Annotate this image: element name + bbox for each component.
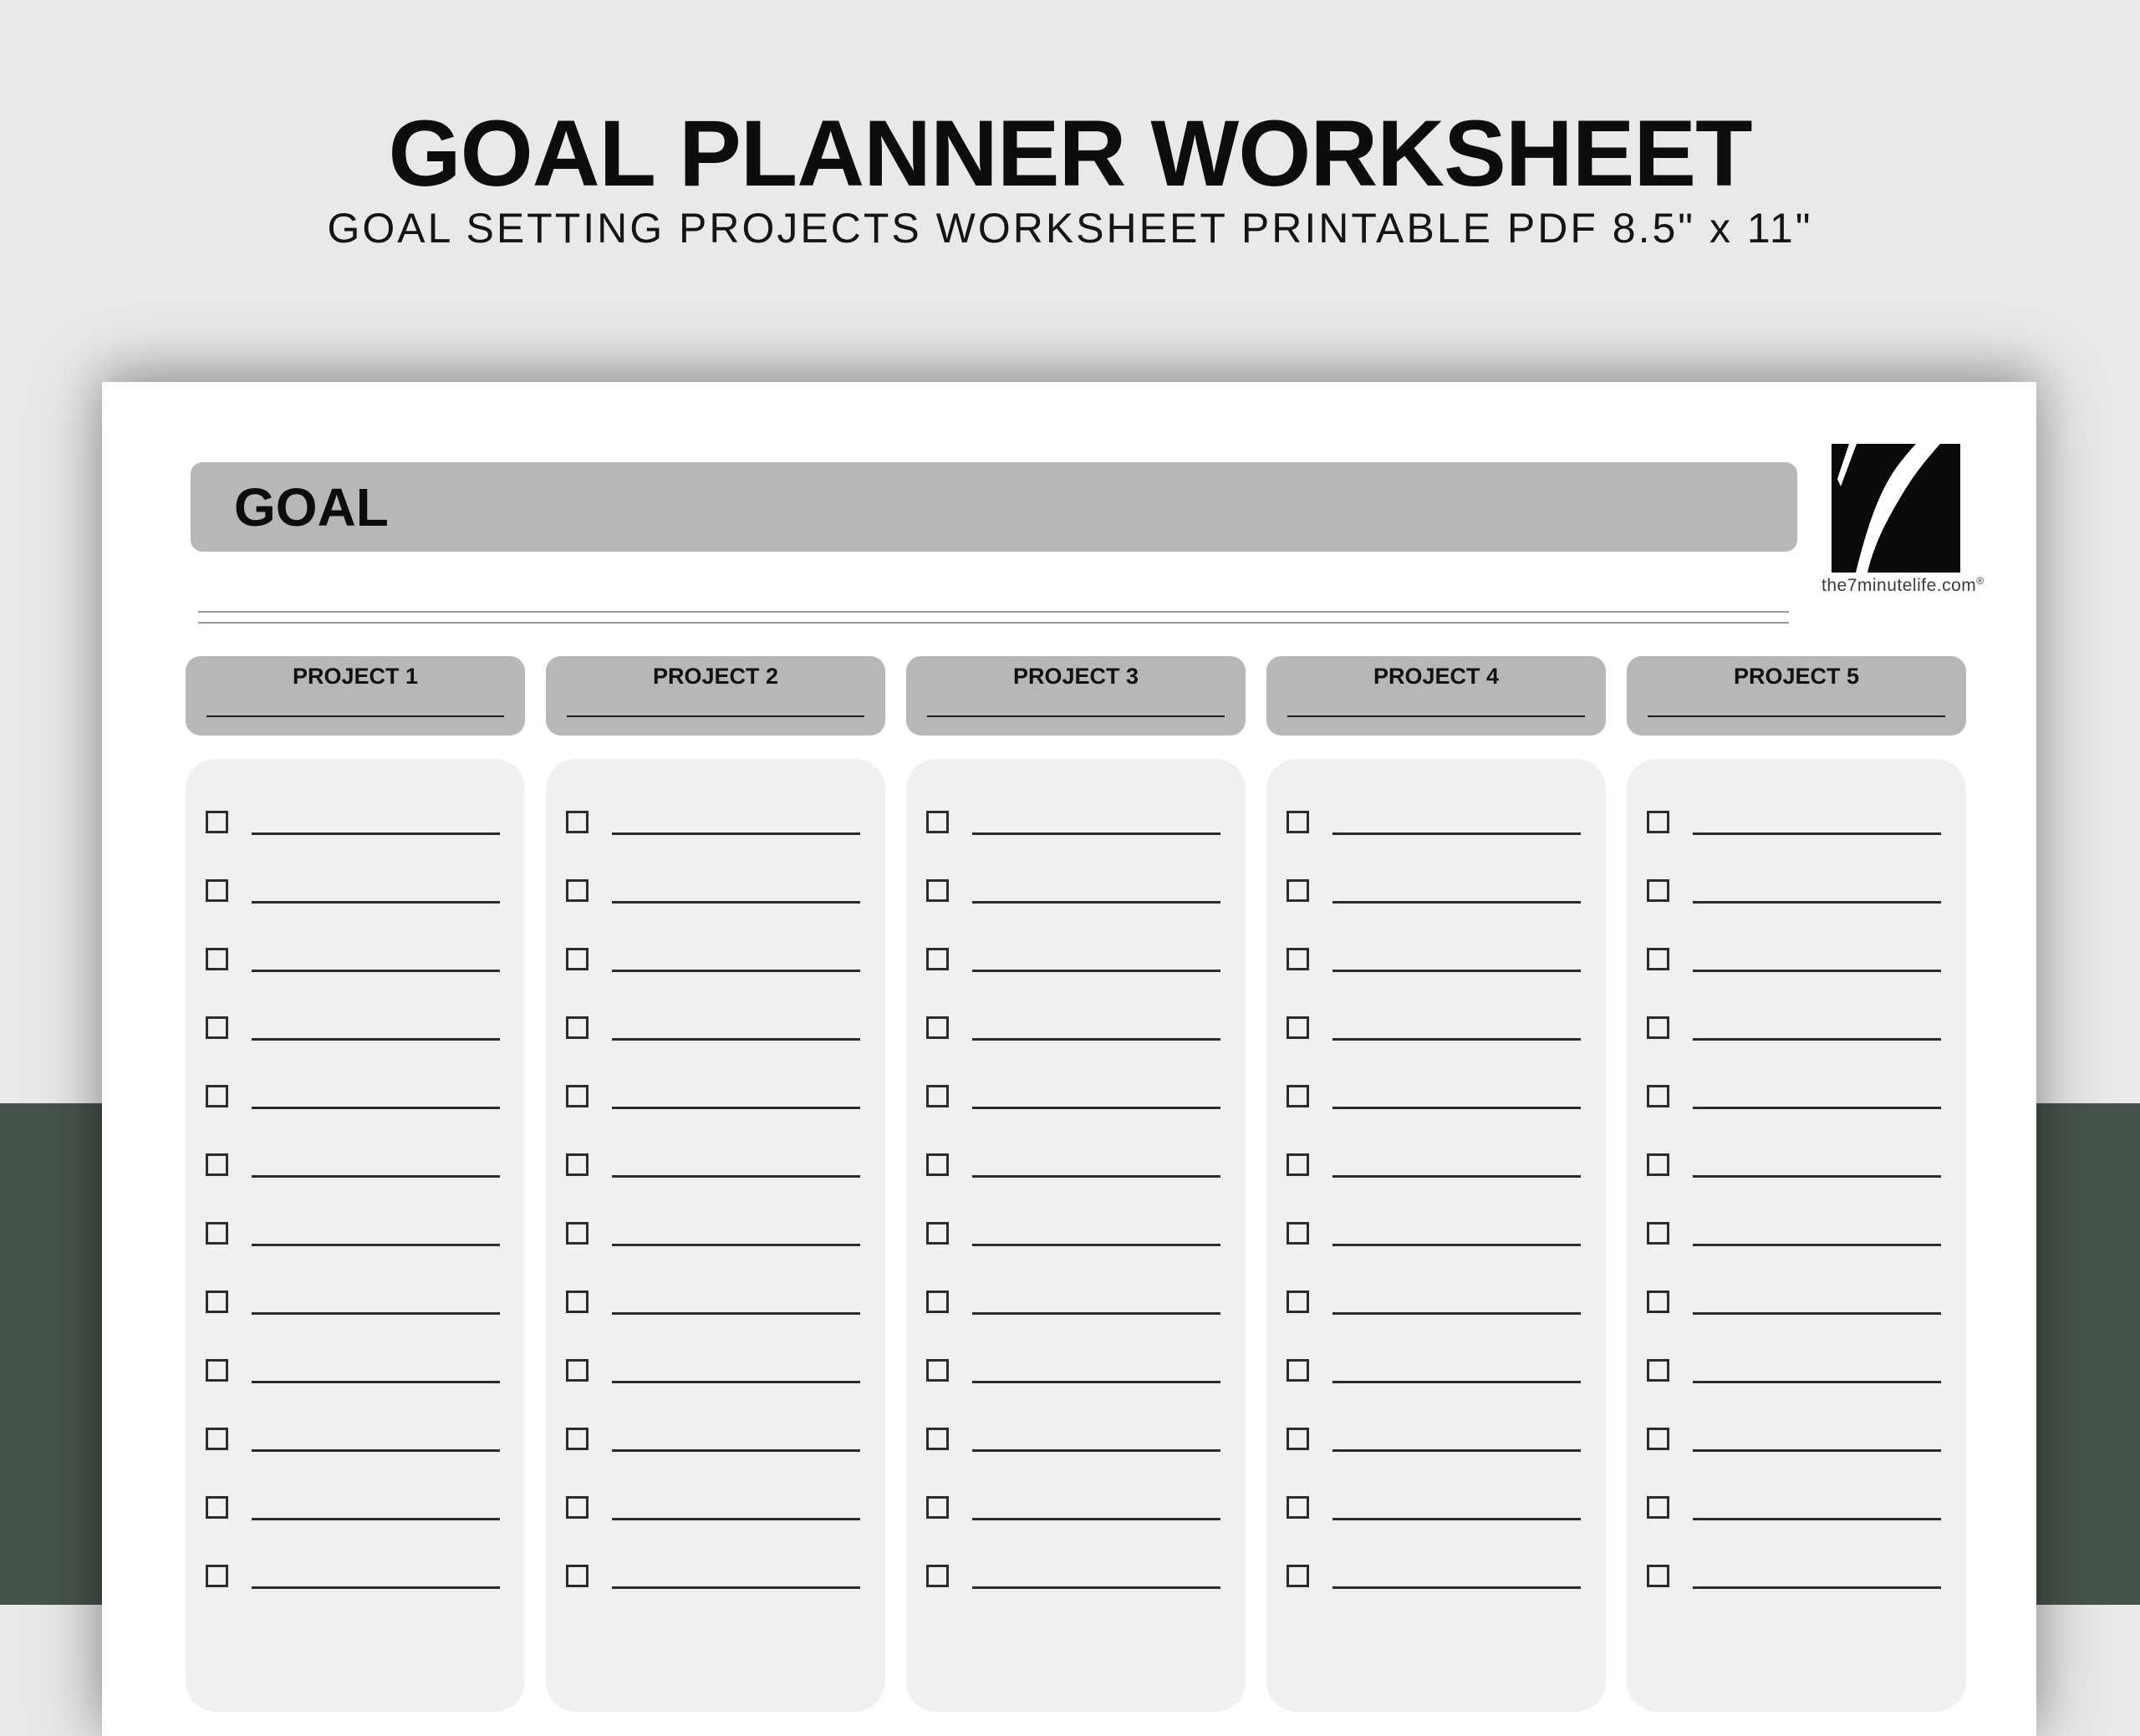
- task-checkbox[interactable]: [206, 948, 228, 970]
- task-write-line[interactable]: [612, 832, 860, 835]
- task-write-line[interactable]: [972, 1518, 1220, 1520]
- task-row: [186, 1496, 525, 1565]
- task-row: [546, 948, 885, 1016]
- task-checkbox[interactable]: [566, 1153, 588, 1176]
- task-checkbox[interactable]: [566, 811, 588, 833]
- task-write-line[interactable]: [972, 901, 1220, 904]
- task-row: [1266, 1428, 1606, 1496]
- task-row: [1627, 1085, 1966, 1153]
- task-row: [186, 811, 525, 879]
- task-row: [1266, 879, 1606, 948]
- task-checkbox[interactable]: [1287, 1153, 1309, 1176]
- task-write-line[interactable]: [972, 1312, 1220, 1315]
- task-row: [546, 1565, 885, 1633]
- task-write-line[interactable]: [972, 970, 1220, 972]
- task-row: [1266, 1359, 1606, 1428]
- task-row: [1627, 879, 1966, 948]
- task-checkbox[interactable]: [926, 1291, 949, 1313]
- task-panel-3: [906, 759, 1246, 1712]
- task-write-line[interactable]: [612, 901, 860, 904]
- task-row: [1266, 1291, 1606, 1359]
- task-write-line[interactable]: [1332, 1449, 1581, 1452]
- task-row: [546, 1359, 885, 1428]
- task-write-line[interactable]: [252, 1107, 500, 1109]
- task-checkbox[interactable]: [1287, 879, 1309, 902]
- task-row: [1627, 1291, 1966, 1359]
- task-write-line[interactable]: [1332, 1244, 1581, 1246]
- task-row: [906, 811, 1246, 879]
- task-row: [1627, 1428, 1966, 1496]
- task-row: [1266, 1085, 1606, 1153]
- task-write-line[interactable]: [252, 1586, 500, 1589]
- brand-url: the7minutelife.com®: [1822, 575, 1985, 595]
- task-checkbox[interactable]: [1647, 1359, 1669, 1382]
- task-row: [1266, 1496, 1606, 1565]
- task-checkbox[interactable]: [566, 1496, 588, 1519]
- task-row: [546, 811, 885, 879]
- task-checkbox[interactable]: [566, 1291, 588, 1313]
- task-row: [186, 879, 525, 948]
- project-column-3: [906, 656, 1246, 1712]
- task-checkbox[interactable]: [206, 1085, 228, 1107]
- task-write-line[interactable]: [612, 1107, 860, 1109]
- task-row: [546, 1222, 885, 1291]
- task-row: [186, 948, 525, 1016]
- task-write-line[interactable]: [252, 832, 500, 835]
- task-write-line[interactable]: [252, 1449, 500, 1452]
- task-row: [906, 1222, 1246, 1291]
- task-checkbox[interactable]: [1287, 1496, 1309, 1519]
- task-checkbox[interactable]: [566, 1016, 588, 1039]
- task-row: [906, 1291, 1246, 1359]
- task-row: [546, 1016, 885, 1085]
- task-row: [1266, 948, 1606, 1016]
- task-checkbox[interactable]: [206, 1496, 228, 1519]
- task-write-line[interactable]: [972, 1449, 1220, 1452]
- task-row: [1266, 1153, 1606, 1222]
- task-row: [906, 948, 1246, 1016]
- task-checkbox[interactable]: [1287, 1428, 1309, 1450]
- task-checkbox[interactable]: [206, 879, 228, 902]
- task-checkbox[interactable]: [1287, 1291, 1309, 1313]
- task-checkbox[interactable]: [926, 1085, 949, 1107]
- task-row: [906, 879, 1246, 948]
- task-write-line[interactable]: [1693, 1244, 1941, 1246]
- task-checkbox[interactable]: [1287, 1359, 1309, 1382]
- project-header-1: [186, 656, 525, 736]
- task-write-line[interactable]: [612, 1175, 860, 1178]
- registered-mark: ®: [1976, 575, 1985, 587]
- task-row: [1627, 1359, 1966, 1428]
- task-write-line[interactable]: [252, 1381, 500, 1383]
- task-write-line[interactable]: [1693, 901, 1941, 904]
- task-panel-2: [546, 759, 885, 1712]
- task-write-line[interactable]: [612, 970, 860, 972]
- task-row: [546, 879, 885, 948]
- task-row: [906, 1496, 1246, 1565]
- task-checkbox[interactable]: [1287, 948, 1309, 970]
- task-row: [906, 1153, 1246, 1222]
- task-write-line[interactable]: [1332, 1381, 1581, 1383]
- task-checkbox[interactable]: [926, 1359, 949, 1382]
- project-header-5: [1627, 656, 1966, 736]
- task-row: [1627, 811, 1966, 879]
- task-checkbox[interactable]: [926, 1428, 949, 1450]
- task-write-line[interactable]: [972, 1381, 1220, 1383]
- page-subtitle: GOAL SETTING PROJECTS WORKSHEET PRINTABLE PDF 8.5" x 11": [327, 205, 1813, 252]
- task-row: [186, 1565, 525, 1633]
- task-checkbox[interactable]: [1647, 1291, 1669, 1313]
- project-name-write-line[interactable]: [927, 715, 1225, 717]
- task-checkbox[interactable]: [566, 948, 588, 970]
- goal-divider-rule-top: [198, 611, 1789, 613]
- task-row: [186, 1291, 525, 1359]
- task-row: [1266, 1222, 1606, 1291]
- project-header-2: [546, 656, 885, 736]
- task-row: [1627, 1496, 1966, 1565]
- task-write-line[interactable]: [612, 1038, 860, 1041]
- task-write-line[interactable]: [1693, 970, 1941, 972]
- project-column-2: [546, 656, 885, 1712]
- task-write-line[interactable]: [612, 1244, 860, 1246]
- task-checkbox[interactable]: [926, 948, 949, 970]
- task-checkbox[interactable]: [1647, 1153, 1669, 1176]
- task-row: [1627, 1565, 1966, 1633]
- task-write-line[interactable]: [1332, 1038, 1581, 1041]
- task-checkbox[interactable]: [1647, 1428, 1669, 1450]
- task-write-line[interactable]: [1693, 1586, 1941, 1589]
- task-checkbox[interactable]: [206, 1291, 228, 1313]
- task-checkbox[interactable]: [566, 1222, 588, 1245]
- task-panel-5: [1627, 759, 1966, 1712]
- task-write-line[interactable]: [1332, 1518, 1581, 1520]
- task-row: [1266, 811, 1606, 879]
- task-write-line[interactable]: [612, 1586, 860, 1589]
- task-checkbox[interactable]: [1287, 1085, 1309, 1107]
- project-column-5: [1627, 656, 1966, 1712]
- task-row: [546, 1496, 885, 1565]
- task-write-line[interactable]: [1693, 1038, 1941, 1041]
- task-row: [1627, 1153, 1966, 1222]
- task-checkbox[interactable]: [1647, 879, 1669, 902]
- worksheet-card: [102, 382, 2036, 1736]
- task-checkbox[interactable]: [566, 1085, 588, 1107]
- task-write-line[interactable]: [972, 1244, 1220, 1246]
- task-row: [186, 1428, 525, 1496]
- task-checkbox[interactable]: [1647, 811, 1669, 833]
- seven-swoosh-logo-icon: [1832, 444, 1960, 573]
- task-checkbox[interactable]: [1647, 1085, 1669, 1107]
- task-row: [546, 1153, 885, 1222]
- task-write-line[interactable]: [972, 1175, 1220, 1178]
- task-write-line[interactable]: [1693, 1175, 1941, 1178]
- task-write-line[interactable]: [612, 1449, 860, 1452]
- project-column-4: [1266, 656, 1606, 1712]
- task-row: [1266, 1016, 1606, 1085]
- task-checkbox[interactable]: [206, 1428, 228, 1450]
- task-checkbox[interactable]: [206, 811, 228, 833]
- task-write-line[interactable]: [1693, 1107, 1941, 1109]
- task-checkbox[interactable]: [1647, 1496, 1669, 1519]
- task-row: [546, 1085, 885, 1153]
- task-row: [186, 1359, 525, 1428]
- task-row: [546, 1428, 885, 1496]
- task-write-line[interactable]: [1693, 1312, 1941, 1315]
- task-row: [906, 1016, 1246, 1085]
- project-header-label: PROJECT 4: [1373, 664, 1500, 689]
- task-row: [186, 1153, 525, 1222]
- task-checkbox[interactable]: [1287, 811, 1309, 833]
- goal-bar[interactable]: [191, 462, 1797, 552]
- task-row: [906, 1565, 1246, 1633]
- task-write-line[interactable]: [252, 901, 500, 904]
- task-checkbox[interactable]: [206, 1565, 228, 1587]
- task-write-line[interactable]: [252, 1038, 500, 1041]
- task-write-line[interactable]: [972, 1107, 1220, 1109]
- task-row: [186, 1085, 525, 1153]
- task-row: [906, 1428, 1246, 1496]
- task-checkbox[interactable]: [566, 1428, 588, 1450]
- task-checkbox[interactable]: [1287, 1016, 1309, 1039]
- project-column-1: [186, 656, 525, 1712]
- task-write-line[interactable]: [252, 1312, 500, 1315]
- task-row: [1627, 1016, 1966, 1085]
- task-checkbox[interactable]: [206, 1359, 228, 1382]
- task-checkbox[interactable]: [926, 1222, 949, 1245]
- task-checkbox[interactable]: [1647, 1016, 1669, 1039]
- task-checkbox[interactable]: [206, 1153, 228, 1176]
- project-header-3: [906, 656, 1246, 736]
- task-write-line[interactable]: [972, 1038, 1220, 1041]
- task-write-line[interactable]: [1332, 901, 1581, 904]
- task-write-line[interactable]: [252, 1244, 500, 1246]
- task-row: [906, 1359, 1246, 1428]
- brand-logo: [1822, 444, 1985, 596]
- project-name-write-line[interactable]: [1287, 715, 1585, 717]
- task-write-line[interactable]: [972, 832, 1220, 835]
- task-checkbox[interactable]: [1647, 1222, 1669, 1245]
- project-name-write-line[interactable]: [567, 715, 864, 717]
- task-write-line[interactable]: [1332, 1175, 1581, 1178]
- task-write-line[interactable]: [1693, 1449, 1941, 1452]
- task-write-line[interactable]: [612, 1518, 860, 1520]
- project-header-label: PROJECT 1: [292, 664, 419, 689]
- task-write-line[interactable]: [612, 1381, 860, 1383]
- project-header-4: [1266, 656, 1606, 736]
- task-write-line[interactable]: [252, 970, 500, 972]
- project-header-label: PROJECT 3: [1012, 664, 1139, 689]
- task-write-line[interactable]: [252, 1175, 500, 1178]
- task-write-line[interactable]: [252, 1518, 500, 1520]
- task-row: [186, 1222, 525, 1291]
- task-checkbox[interactable]: [926, 811, 949, 833]
- task-write-line[interactable]: [1332, 1312, 1581, 1315]
- task-write-line[interactable]: [1332, 1586, 1581, 1589]
- task-write-line[interactable]: [1693, 1518, 1941, 1520]
- task-row: [546, 1291, 885, 1359]
- task-panel-4: [1266, 759, 1606, 1712]
- task-panel-1: [186, 759, 525, 1712]
- task-write-line[interactable]: [1693, 1381, 1941, 1383]
- task-checkbox[interactable]: [926, 1153, 949, 1176]
- task-checkbox[interactable]: [1287, 1222, 1309, 1245]
- task-row: [1266, 1565, 1606, 1633]
- project-header-label: PROJECT 2: [652, 664, 779, 689]
- task-write-line[interactable]: [612, 1312, 860, 1315]
- task-checkbox[interactable]: [206, 1222, 228, 1245]
- task-checkbox[interactable]: [566, 879, 588, 902]
- goal-label: GOAL: [234, 476, 389, 537]
- task-write-line[interactable]: [1693, 832, 1941, 835]
- task-write-line[interactable]: [1332, 970, 1581, 972]
- task-row: [1627, 948, 1966, 1016]
- task-row: [1627, 1222, 1966, 1291]
- task-checkbox[interactable]: [1647, 948, 1669, 970]
- project-name-write-line[interactable]: [206, 715, 504, 717]
- project-name-write-line[interactable]: [1648, 715, 1945, 717]
- project-columns: [186, 656, 1966, 1712]
- task-checkbox[interactable]: [566, 1565, 588, 1587]
- task-row: [906, 1085, 1246, 1153]
- page-title: GOAL PLANNER WORKSHEET: [388, 101, 1752, 206]
- task-checkbox[interactable]: [926, 879, 949, 902]
- task-checkbox[interactable]: [566, 1359, 588, 1382]
- task-write-line[interactable]: [972, 1586, 1220, 1589]
- task-checkbox[interactable]: [1647, 1565, 1669, 1587]
- task-checkbox[interactable]: [1287, 1565, 1309, 1587]
- task-checkbox[interactable]: [926, 1016, 949, 1039]
- task-write-line[interactable]: [1332, 832, 1581, 835]
- task-checkbox[interactable]: [926, 1565, 949, 1587]
- task-checkbox[interactable]: [926, 1496, 949, 1519]
- task-checkbox[interactable]: [206, 1016, 228, 1039]
- task-write-line[interactable]: [1332, 1107, 1581, 1109]
- task-row: [186, 1016, 525, 1085]
- goal-divider-rule-bottom: [198, 622, 1789, 624]
- project-header-label: PROJECT 5: [1733, 664, 1860, 689]
